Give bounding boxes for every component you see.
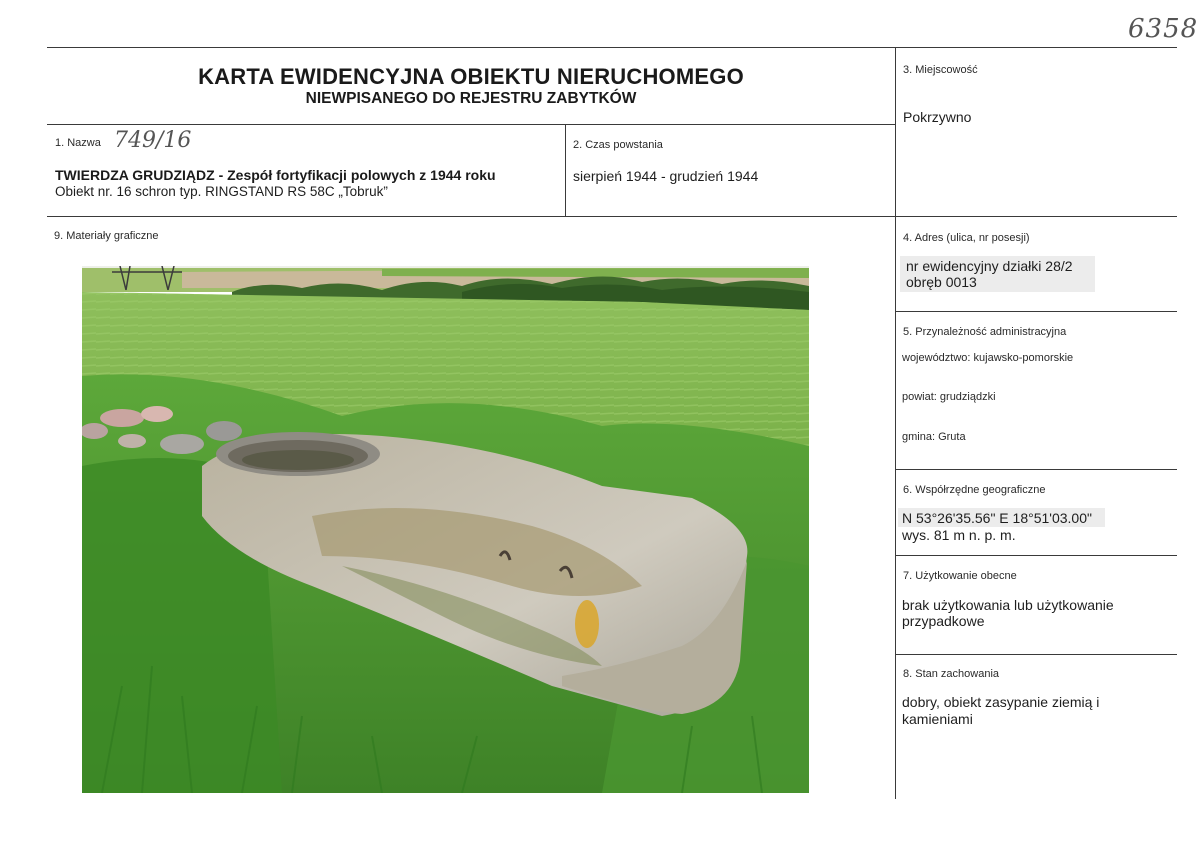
object-name: TWIERDZA GRUDZIĄDZ - Zespół fortyfikacji polowych z 1944 roku — [55, 167, 496, 183]
altitude-value: wys. 81 m n. p. m. — [902, 527, 1016, 543]
divider — [565, 124, 566, 216]
field-coords-label: 6. Współrzędne geograficzne — [903, 484, 1046, 496]
usage-line-1: brak użytkowania lub użytkowanie — [902, 597, 1114, 613]
field-locality-label: 3. Miejscowość — [903, 64, 978, 76]
divider — [47, 124, 895, 125]
admin-municipality: gmina: Gruta — [902, 431, 966, 443]
field-admin-label: 5. Przynależność administracyjna — [903, 326, 1067, 338]
divider — [895, 311, 1177, 312]
handwritten-number: 749/16 — [114, 128, 192, 153]
field-date-value: sierpień 1944 - grudzień 1944 — [573, 168, 759, 184]
field-usage-label: 7. Użytkowanie obecne — [903, 570, 1017, 582]
usage-line-2: przypadkowe — [902, 613, 985, 629]
card-subtitle: NIEWPISANEGO DO REJESTRU ZABYTKÓW — [305, 90, 637, 107]
divider — [895, 654, 1177, 655]
corner-number: 6358 — [1128, 14, 1199, 44]
address-line-1: nr ewidencyjny działki 28/2 — [906, 258, 1073, 274]
divider — [47, 47, 1177, 48]
object-description: Obiekt nr. 16 schron typ. RINGSTAND RS 58C „Tobruk” — [55, 184, 388, 199]
divider — [47, 216, 1177, 217]
admin-voivodeship: województwo: kujawsko-pomorskie — [902, 352, 1074, 364]
field-date-label: 2. Czas powstania — [573, 139, 663, 151]
bunker-photo — [82, 266, 809, 793]
card-title: KARTA EWIDENCYJNA OBIEKTU NIERUCHOMEGO — [198, 64, 744, 89]
admin-county: powiat: grudziądzki — [902, 391, 996, 403]
condition-line-1: dobry, obiekt zasypanie ziemią i — [902, 694, 1100, 710]
field-name-label: 1. Nazwa — [55, 137, 101, 149]
field-address-label: 4. Adres (ulica, nr posesji) — [903, 232, 1030, 244]
coords-value: N 53°26'35.56" E 18°51'03.00" — [902, 510, 1092, 526]
divider — [895, 47, 896, 799]
divider — [895, 469, 1177, 470]
address-line-2: obręb 0013 — [906, 274, 977, 290]
field-condition-label: 8. Stan zachowania — [903, 668, 1000, 680]
condition-line-2: kamieniami — [902, 711, 973, 727]
field-locality-value: Pokrzywno — [903, 109, 972, 125]
field-graphics-label: 9. Materiały graficzne — [54, 230, 159, 242]
divider — [895, 555, 1177, 556]
